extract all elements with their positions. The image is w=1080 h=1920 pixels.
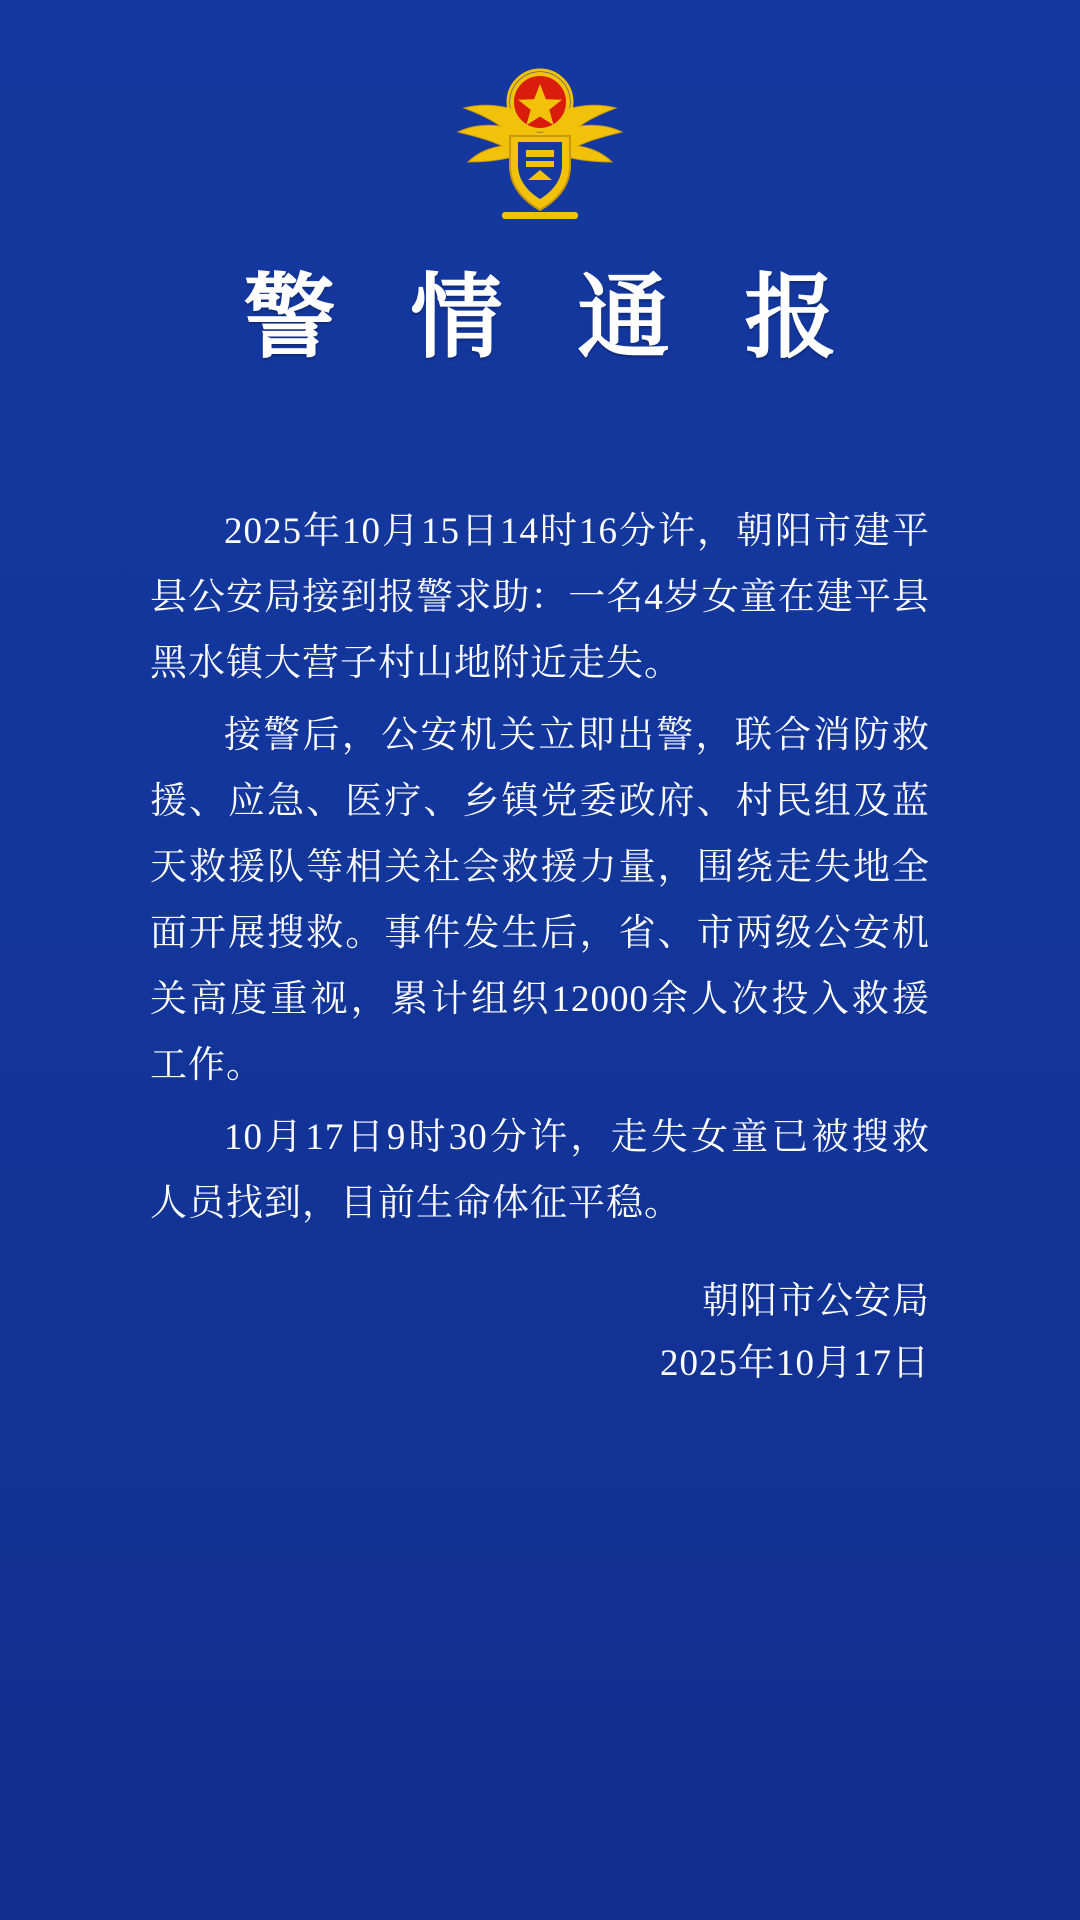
emblem-container	[0, 0, 1080, 222]
signature-date: 2025年10月17日	[660, 1343, 930, 1385]
notice-paragraph-2: 接警后，公安机关立即出警，联合消防救援、应急、医疗、乡镇党委政府、村民组及蓝天救援队等相关社会救援力量，围绕走失地全面开展搜救。事件发生后，省、市两级公安机关高度重视，累计组织12000余人次投入救援工作。	[150, 715, 930, 1087]
china-police-emblem-icon	[440, 62, 640, 222]
notice-body	[150, 499, 930, 1395]
signature-issuer: 朝阳市公安局	[702, 1281, 930, 1323]
notice-paragraph-3: 10月17日9时30分许，走失女童已被搜救人员找到，目前生命体征平稳。	[150, 1117, 930, 1225]
notice-paragraph-1: 2025年10月15日14时16分许，朝阳市建平县公安局接到报警求助：一名4岁女童在建平县黑水镇大营子村山地附近走失。	[150, 511, 930, 685]
signature-block	[150, 1271, 930, 1395]
page-title: 警 情 通 报	[243, 267, 863, 369]
